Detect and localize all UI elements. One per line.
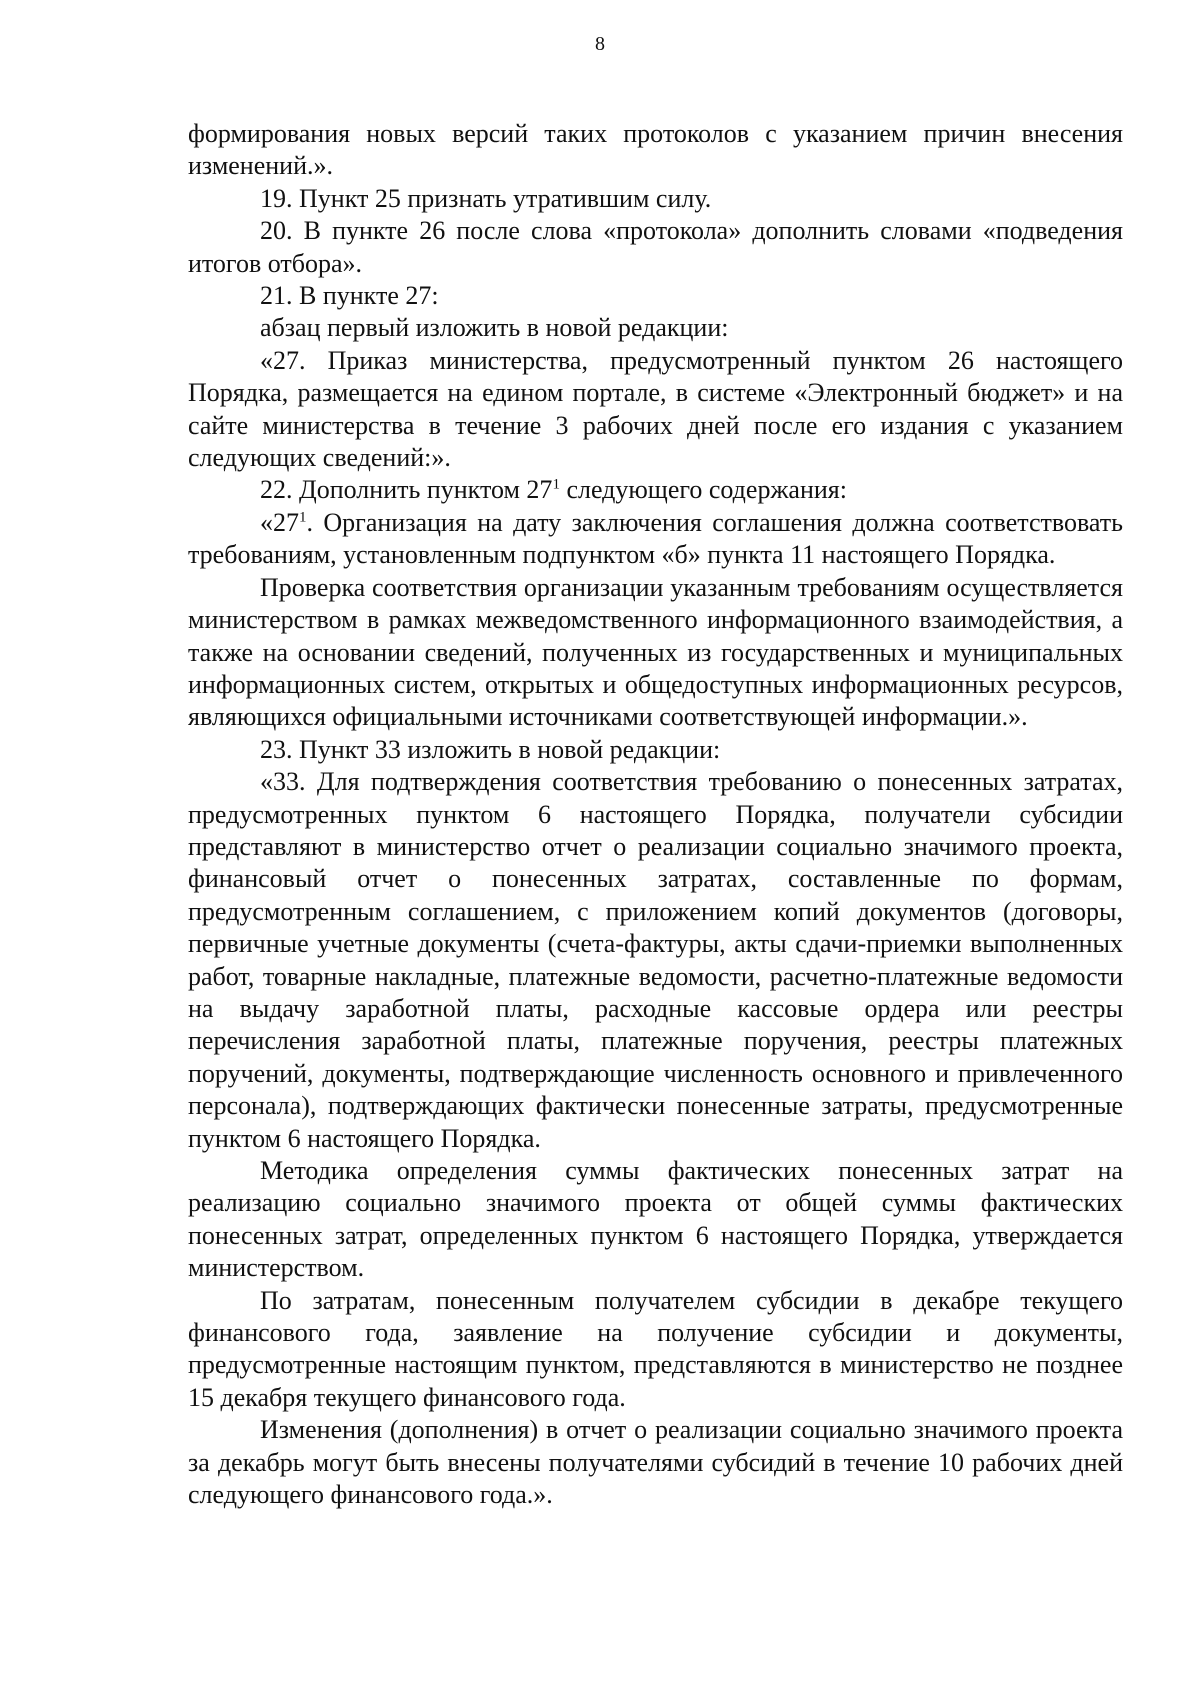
paragraph-item-21: 21. В пункте 27: [260, 281, 439, 311]
paragraph-item-19: 19. Пункт 25 признать утратившим силу. [260, 183, 712, 213]
paragraph-continuation: формирования новых версий таких протоколов с указанием причин внесения изменений.». [188, 119, 1123, 181]
paragraph-item-22-text-after: следующего содержания: [559, 475, 847, 505]
paragraph-report-changes: Изменения (дополнения) в отчет о реализации социально значимого проекта за декабрь могут быть внесены получателями субсидий в течение 10 рабочих дней следующего финансового года.». [188, 1415, 1123, 1510]
paragraph-clause-27-1-text-before: «27 [260, 507, 299, 537]
paragraph-clause-33: «33. Для подтверждения соответствия требованию о понесенных затратах, предусмотренных пунктом 6 настоящего Порядка, получатели субсидии представляют в министерство отчет о реализации социально значимого проекта, финансовый отчет о понесенных затратах, составленные по формам, предусмотренным соглашением, с приложением копий документов (договоры, первичные учетные документы (счета-фактуры, акты сдачи-приемки выполненных работ, товарные накладные, платежные ведомости, расчетно-платежные ведомости на выдачу заработной платы, расходные кассовые ордера или реестры перечисления заработной платы, платежные поручения, реестры платежных поручений, документы, подтверждающие численность основного и привлеченного персонала), подтверждающих фактически понесенные затраты, предусмотренные пунктом 6 настоящего Порядка. [188, 767, 1123, 1153]
paragraph-item-21-sub: абзац первый изложить в новой редакции: [260, 313, 729, 343]
paragraph-clause-27: «27. Приказ министерства, предусмотренный пунктом 26 настоящего Порядка, размещается на едином портале, в системе «Электронный бюджет» и на сайте министерства в течение 3 рабочих дней после его издания с указанием следующих сведений:». [188, 345, 1123, 473]
paragraph-clause-27-1 [188, 507, 1123, 572]
paragraph-item-20: 20. В пункте 26 после слова «протокола» дополнить словами «подведения итогов отбора». [188, 216, 1123, 278]
paragraph-item-22 [188, 474, 1123, 506]
paragraph-methodology: Методика определения суммы фактических понесенных затрат на реализацию социально значимого проекта от общей суммы фактических понесенных затрат, определенных пунктом 6 настоящего Порядка, утверждается министерством. [188, 1156, 1123, 1283]
superscript-one: 1 [552, 476, 560, 493]
page-number: 8 [595, 33, 605, 55]
paragraph-item-23: 23. Пункт 33 изложить в новой редакции: [260, 734, 721, 764]
paragraph-item-22-text-before: 22. Дополнить пунктом 27 [260, 475, 553, 505]
paragraph-clause-27-1-text-after: . Организация на дату заключения соглашения должна соответствовать требованиям, установленным подпунктом «б» пункта 11 настоящего Порядка. [188, 507, 1123, 570]
paragraph-verification: Проверка соответствия организации указанным требованиям осуществляется министерством в рамках межведомственного информационного взаимодействия, а также на основании сведений, полученных из государственных и муниципальных информационных систем, открытых и общедоступных информационных ресурсов, являющихся официальными источниками соответствующей информации.». [188, 572, 1123, 732]
paragraph-december-costs: По затратам, понесенным получателем субсидии в декабре текущего финансового года, заявление на получение субсидии и документы, предусмотренные настоящим пунктом, представляются в министерство не позднее 15 декабря текущего финансового года. [188, 1285, 1123, 1412]
document-body [188, 118, 1123, 1511]
superscript-one: 1 [299, 509, 307, 526]
